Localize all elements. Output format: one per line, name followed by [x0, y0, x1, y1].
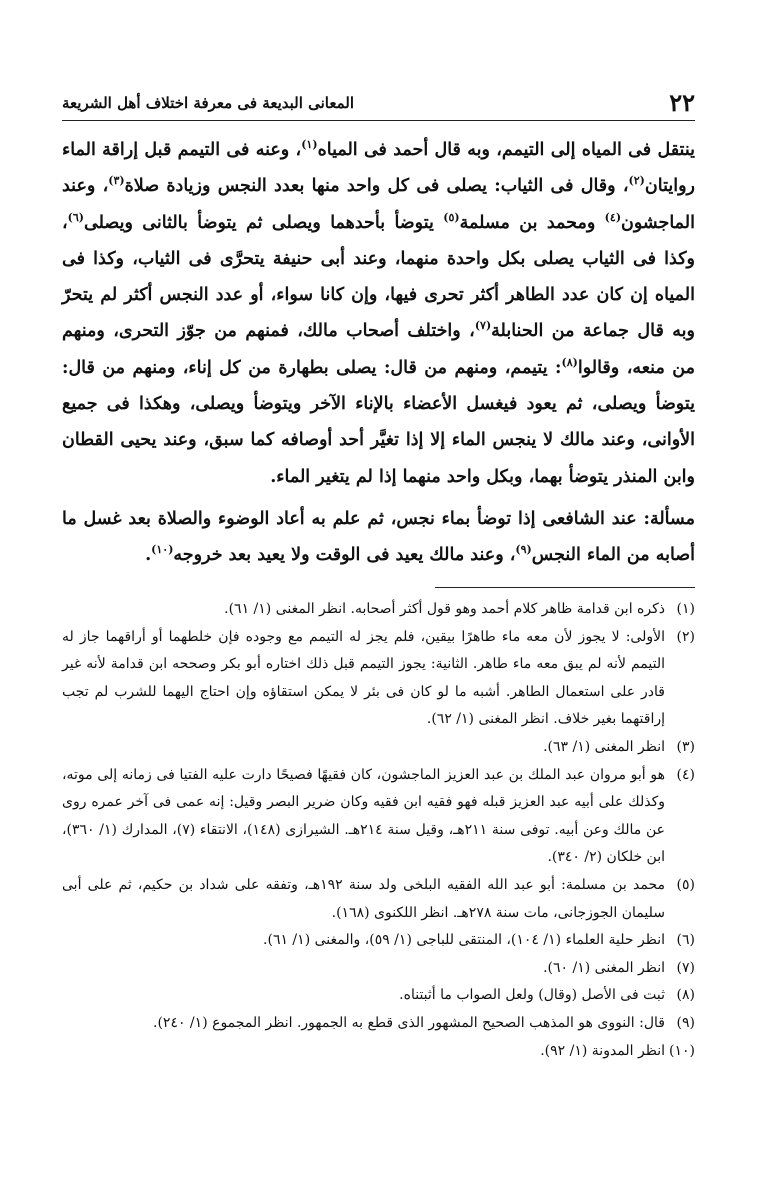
- footnote-ref[interactable]: (١): [301, 138, 318, 152]
- footnote-text: انظر المغنى (١/ ٦٣).: [543, 738, 665, 755]
- text-run: ، وقال فى الثياب: يصلى فى كل واحد منها بعدد النجس وزيادة صلاة: [124, 176, 629, 197]
- footnote: [62, 624, 695, 734]
- footnote-number: (١٠): [669, 1042, 695, 1059]
- footnote: [62, 927, 695, 955]
- footnote-number: (٣): [676, 738, 695, 755]
- footnote-text: ثبت فى الأصل (وقال) ولعل الصواب ما أثبتناه.: [399, 987, 665, 1004]
- text-run: ينتقل فى المياه إلى التيمم، وبه قال أحمد فى المياه: [317, 140, 695, 160]
- issue-paragraph: [62, 501, 695, 574]
- footnote-text: هو أبو مروان عبد الملك بن عبد العزيز الماجشون، كان فقيهًا فصيحًا دارت عليه الفتيا فى زمانه إلى موته، وكذلك على أبيه عبد العزيز قبله فهو فقيه ابن فقيه وكان ضرير البصر وقيل: إنه عمى فى آخر عمره روى عن مالك وعن أبيه. توفى سنة ٢١١هـ، وقيل سنة ٢١٤هـ. الشيرازى (١٤٨)، الانتقاء (٧)، المدارك (١/ ٣٦٠)، ابن خلكان (٢/ ٣٤٠).: [62, 766, 666, 866]
- footnote-number: (٦): [676, 932, 695, 949]
- text-run: ، واختلف أصحاب مالك، فمنهم من جوّز التحرى، ومنهم من منعه، وقالوا: [62, 321, 695, 378]
- footnote-number: (٥): [676, 876, 696, 893]
- text-run: عند الشافعى إذا توضأ بماء نجس، ثم علم به أعاد الوضوء والصلاة بعد غسل ما أصابه من الماء النجس: [62, 508, 695, 566]
- issue-label: مسألة:: [643, 508, 695, 529]
- footnote-text: انظر المغنى (١/ ٦٠).: [543, 959, 665, 976]
- text-run: .: [145, 545, 152, 566]
- footnote-text: انظر المدونة (١/ ٩٢).: [540, 1042, 665, 1059]
- page-number: ٢٢: [669, 88, 695, 117]
- footnote-number: (٩): [676, 1014, 695, 1031]
- footnote-number: (٤): [676, 766, 696, 783]
- footnote-text: الأولى: لا يجوز لأن معه ماء طاهرًا بيقين، فلم يجز له التيمم مع وجوده فإن خلطهما أو أراقهما جاز له التيمم لأنه لم يبق معه ماء طاهر. الثانية: يجوز التيمم قبل ذلك اختاره أبو بكر وصححه ابن قدامة لأنه غير قادر على استعمال الطاهر. أشبه ما لو كان فى بئر لا يمكن استقاؤه وإن احتاج اليهما للشرب لم تجب إراقتهما بغير خلاف. انظر المغنى (١/ ٦٢).: [62, 628, 665, 728]
- footnote-text: انظر حلية العلماء (١/ ١٠٤)، المنتقى للباجى (١/ ٥٩)، والمغنى (١/ ٦١).: [263, 932, 665, 949]
- footnote-ref[interactable]: (٢): [628, 174, 645, 188]
- paragraph: [62, 132, 695, 495]
- main-text: [62, 132, 695, 574]
- footnote-ref[interactable]: (٣): [108, 174, 125, 188]
- footnote-ref[interactable]: (٨): [561, 355, 578, 369]
- text-run: ، وعند مالك يعيد فى الوقت ولا يعيد بعد خروجه: [173, 545, 516, 566]
- footnote-number: (١): [676, 601, 695, 617]
- footnote: [62, 596, 695, 624]
- footnote-ref[interactable]: (٤): [604, 210, 622, 224]
- text-run: ومحمد بن مسلمة: [459, 212, 605, 233]
- text-run: ، وكذا فى الثياب يصلى بكل واحدة منهما، وعند أبى حنيفة يتحرَّى فى الثياب، وكذا فى المياه إن كان عدد الطاهر أكثر تحرى فيها، وإن كانا سواء، أو عدد النجس أكثر لم يتحرّ وبه قال جماعة من الحنابلة: [62, 212, 695, 342]
- text-run: : يتيمم، ومنهم من قال: يصلى بطهارة من كل إناء، ومنهم من قال: يتوضأ ويصلى، ثم يعود فيغسل الأعضاء بالإناء الآخر ويتوضأ ويصلى، وهكذا فى جميع الأوانى، وعند مالك لا ينجس الماء إلا إذا تغيَّر أحد أوصافه كما سبق، وعند يحيى القطان وابن المنذر يتوضأ بهما، وبكل واحد منهما إذا لم يتغير الماء.: [62, 357, 695, 487]
- footnote: [62, 982, 695, 1010]
- text-run: ، وعنه فى التيمم قبل إراقة الماء روايتان: [62, 140, 695, 197]
- footnote: [62, 872, 695, 927]
- footnote: [62, 1010, 695, 1038]
- footnote: [62, 955, 695, 983]
- footnote-text: محمد بن مسلمة: أبو عبد الله الفقيه البلخى ولد سنة ١٩٢هـ، وتفقه على شداد بن حكيم، ثم على أبى سليمان الجوزجانى، مات سنة ٢٧٨هـ. انظر اللكنوى (١٦٨).: [62, 876, 666, 921]
- footnote: [62, 1038, 695, 1066]
- page-header: [62, 86, 695, 121]
- footnote-ref[interactable]: (٩): [515, 543, 532, 557]
- text-run: ، وعند الماجشون: [62, 176, 695, 233]
- footnote-text: ذكره ابن قدامة ظاهر كلام أحمد وهو قول أكثر أصحابه. انظر المغنى (١/ ٦١).: [224, 601, 665, 617]
- footnote-number: (٢): [676, 628, 695, 645]
- footnote-ref[interactable]: (٥): [443, 210, 460, 224]
- footnote-text: قال: النووى هو المذهب الصحيح المشهور الذى قطع به الجمهور. انظر المجموع (١/ ٢٤٠).: [153, 1014, 665, 1031]
- footnote-ref[interactable]: (٦): [67, 210, 85, 224]
- footnote-divider: [435, 587, 695, 588]
- footnote-number: (٧): [676, 959, 695, 976]
- footnote: [62, 734, 695, 762]
- footnote-ref[interactable]: (١٠): [151, 543, 174, 557]
- running-title: المعانى البديعة فى معرفة اختلاف أهل الشريعة: [62, 94, 355, 112]
- text-run: يتوضأ بأحدهما ويصلى ثم يتوضأ بالثانى ويصلى: [84, 212, 444, 233]
- footnote: [62, 762, 695, 872]
- footnotes: [62, 596, 695, 1065]
- footnote-number: (٨): [676, 987, 695, 1004]
- footnote-ref[interactable]: (٧): [474, 319, 492, 333]
